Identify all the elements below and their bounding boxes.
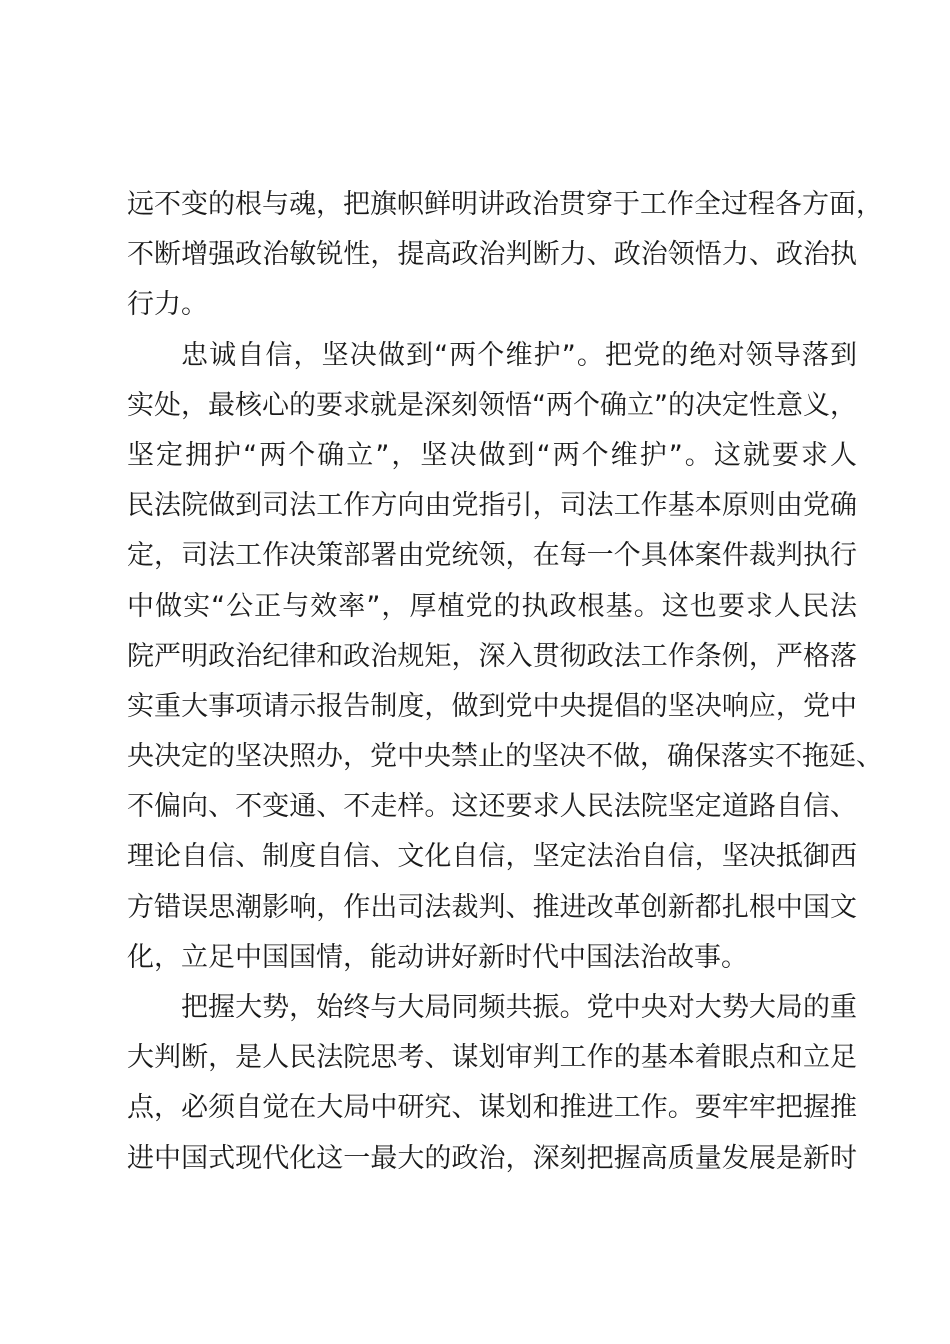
paragraph-3 [127,983,857,1184]
text-line: 民法院做到司法工作方向由党指引，司法工作基本原则由党确 [127,490,857,522]
text-line: 远不变的根与魂，把旗帜鲜明讲政治贯穿于工作全过程各方面， [127,189,883,220]
text-line: 定，司法工作决策部署由党统领，在每一个具体案件裁判执行 [127,540,857,572]
text-line: 实重大事项请示报告制度，做到党中央提倡的坚决响应，党中 [127,690,857,722]
text-line: 忠诚自信，坚决做到“两个维护”。把党的绝对领导落到 [181,339,857,371]
text-line: 理论自信、制度自信、文化自信，坚定法治自信，坚决抵御西 [127,841,857,873]
paragraph-1 [127,180,883,331]
text-line: 坚定拥护“两个确立”，坚决做到“两个维护”。这就要求人 [127,439,857,471]
text-line: 大判断，是人民法院思考、谋划审判工作的基本着眼点和立足 [127,1042,857,1074]
paragraph-2 [127,331,883,983]
text-line: 把握大势，始终与大局同频共振。党中央对大势大局的重 [181,992,857,1023]
text-line: 化，立足中国国情，能动讲好新时代中国法治故事。 [127,941,748,973]
text-line: 不断增强政治敏锐性，提高政治判断力、政治领悟力、政治执 [127,239,857,271]
text-line: 方错误思潮影响，作出司法裁判、推进改革创新都扎根中国文 [127,891,857,923]
text-line: 行力。 [127,289,208,321]
text-line: 点，必须自觉在大局中研究、谋划和推进工作。要牢牢把握推 [127,1092,857,1124]
text-line: 实处，最核心的要求就是深刻领悟“两个确立”的决定性意义， [127,389,857,421]
body-text [127,180,883,1184]
text-line: 院严明政治纪律和政治规矩，深入贯彻政法工作条例，严格落 [127,640,857,672]
text-line: 央决定的坚决照办，党中央禁止的坚决不做，确保落实不拖延、 [127,741,883,773]
text-line: 进中国式现代化这一最大的政治，深刻把握高质量发展是新时 [127,1142,857,1174]
text-line: 不偏向、不变通、不走样。这还要求人民法院坚定道路自信、 [127,791,857,823]
text-line: 中做实“公正与效率”，厚植党的执政根基。这也要求人民法 [127,590,857,622]
